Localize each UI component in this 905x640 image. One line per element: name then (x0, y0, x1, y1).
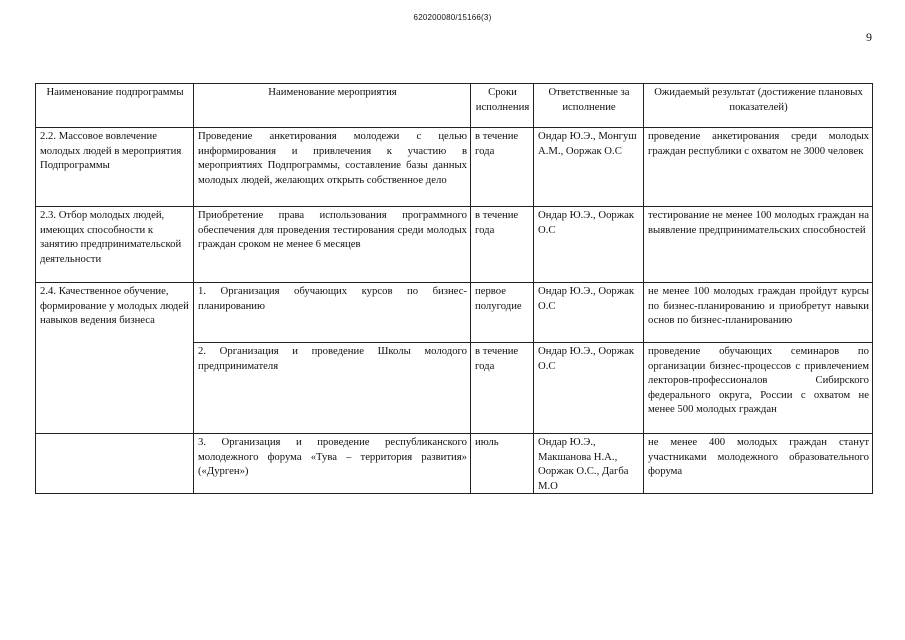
header-subprogram: Наименование подпрограммы (36, 84, 194, 128)
activity-cell: 3. Организация и проведение республиканского молодежного форума «Тува – территория развития» («Дурген») (194, 434, 471, 494)
table-row (36, 128, 873, 207)
subprogram-cell: 2.2. Массовое вовлечение молодых людей в мероприятия Подпрограммы (36, 128, 194, 207)
responsible-cell: Ондар Ю.Э., Ооржак О.С (534, 207, 644, 283)
result-cell: тестирование не менее 100 молодых граждан на выявление предпринимательских способностей (644, 207, 873, 283)
activity-cell: Приобретение права использования программного обеспечения для проведения тестирования среди молодых граждан сроком не менее 6 месяцев (194, 207, 471, 283)
header-term: Сроки исполнения (471, 84, 534, 128)
document-id: 620200080/15166(3) (413, 13, 492, 22)
responsible-cell: Ондар Ю.Э., Ооржак О.С (534, 283, 644, 343)
table-row (36, 434, 873, 494)
table-row (36, 207, 873, 283)
header-result: Ожидаемый результат (достижение плановых показателей) (644, 84, 873, 128)
subprogram-cell: 2.4. Качественное обучение, формирование у молодых людей навыков ведения бизнеса (36, 283, 194, 434)
term-cell: первое полугодие (471, 283, 534, 343)
page-number: 9 (866, 30, 872, 44)
subprogram-cell-empty (36, 434, 194, 494)
header-responsible: Ответственные за исполнение (534, 84, 644, 128)
activity-cell: 1. Организация обучающих курсов по бизнес-планированию (194, 283, 471, 343)
term-cell: июль (471, 434, 534, 494)
activity-cell: Проведение анкетирования молодежи с целью информирования и привлечения к участию в мероприятиях Подпрограммы, составление базы данных молодых людей, желающих открыть собственное дело (194, 128, 471, 207)
result-cell: проведение обучающих семинаров по организации бизнес-процессов с привлечением лекторов-профессионалов Сибирского федерального округа, России с охватом не менее 500 молодых граждан (644, 343, 873, 434)
responsible-cell: Ондар Ю.Э., Монгуш А.М., Ооржак О.С (534, 128, 644, 207)
activities-table (35, 83, 873, 494)
header-activity: Наименование мероприятия (194, 84, 471, 128)
table-header-row (36, 84, 873, 128)
result-cell: не менее 400 молодых граждан станут участниками молодежного образовательного форума (644, 434, 873, 494)
subprogram-cell: 2.3. Отбор молодых людей, имеющих способности к занятию предпринимательской деятельности (36, 207, 194, 283)
result-cell: не менее 100 молодых граждан пройдут курсы по бизнес-планированию и приобретут навыки основ по бизнес-планированию (644, 283, 873, 343)
term-cell: в течение года (471, 128, 534, 207)
responsible-cell: Ондар Ю.Э., Макшанова Н.А., Ооржак О.С., Дагба М.О (534, 434, 644, 494)
responsible-cell: Ондар Ю.Э., Ооржак О.С (534, 343, 644, 434)
table-row (36, 283, 873, 343)
activity-cell: 2. Организация и проведение Школы молодого предпринимателя (194, 343, 471, 434)
term-cell: в течение года (471, 207, 534, 283)
term-cell: в течение года (471, 343, 534, 434)
result-cell: проведение анкетирования среди молодых граждан республики с охватом не 3000 человек (644, 128, 873, 207)
